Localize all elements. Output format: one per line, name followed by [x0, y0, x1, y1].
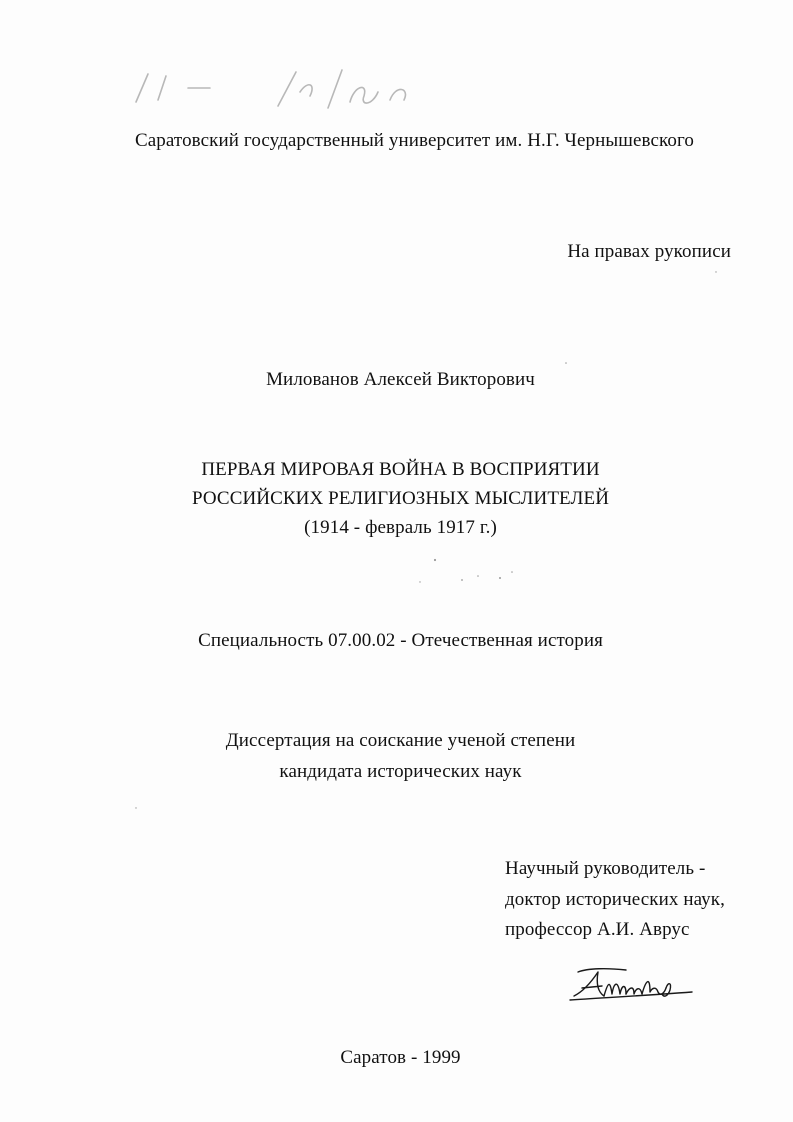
advisor-line-2: доктор исторических наук, — [505, 889, 725, 910]
university-name: Саратовский государственный университет им. Н.Г. Чернышевского — [134, 130, 695, 151]
title-line-1: ПЕРВАЯ МИРОВАЯ ВОЙНА В ВОСПРИЯТИИ — [201, 459, 600, 480]
speciality: Специальность 07.00.02 - Отечественная история — [198, 630, 603, 651]
rights-notice: На правах рукописи — [567, 241, 731, 262]
dissertation-line-2: кандидата исторических наук — [279, 761, 522, 782]
dissertation-line-1: Диссертация на соискание ученой степени — [225, 730, 576, 751]
faded-stamp-marks — [128, 62, 458, 122]
title-line-2: РОССИЙСКИХ РЕЛИГИОЗНЫХ МЫСЛИТЕЛЕЙ — [191, 488, 610, 509]
city-year: Саратов - 1999 — [340, 1047, 461, 1068]
author-name: Милованов Алексей Викторович — [266, 369, 535, 390]
title-line-3: (1914 - февраль 1917 г.) — [304, 517, 497, 538]
advisor-line-3: профессор А.И. Аврус — [505, 919, 690, 940]
handwritten-signature — [568, 962, 698, 1010]
advisor-line-1: Научный руководитель - — [505, 858, 706, 879]
